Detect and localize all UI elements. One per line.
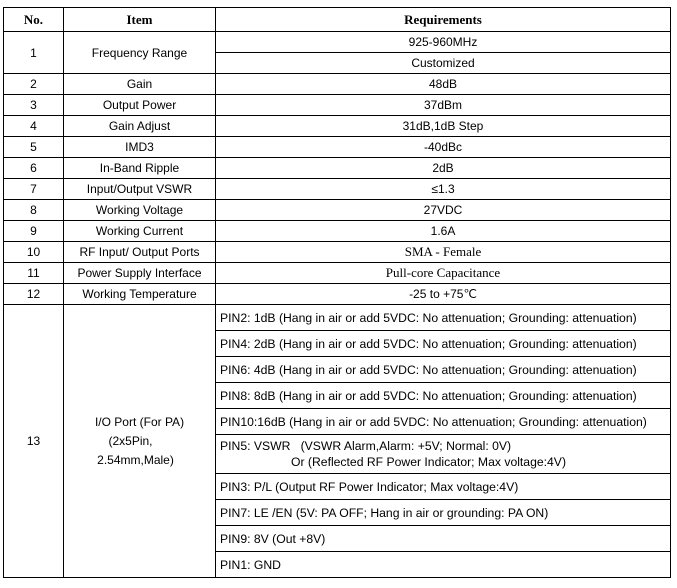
row-item: Frequency Range [64, 32, 216, 74]
pin-row: PIN10:16dB (Hang in air or add 5VDC: No attenuation; Grounding: attenuation) [216, 409, 671, 435]
table-row [4, 95, 671, 116]
io-port-line: I/O Port (For PA) [94, 414, 185, 429]
row-no: 2 [4, 74, 64, 95]
table-row [4, 137, 671, 158]
table-row [4, 263, 671, 284]
pin5-line2: Or (Reflected RF Power Indicator; Max voltage:4V) [291, 455, 566, 469]
header-row [4, 8, 671, 32]
row-req: SMA - Female [216, 242, 671, 263]
row-item: Power Supply Interface [64, 263, 216, 284]
io-port-line: (2x5Pin, [108, 433, 153, 448]
row-req: Pull-core Capacitance [216, 263, 671, 284]
pin-row: PIN2: 1dB (Hang in air or add 5VDC: No attenuation; Grounding: attenuation) [216, 305, 671, 331]
row-req: 27VDC [216, 200, 671, 221]
row-no: 3 [4, 95, 64, 116]
row-req: Customized [216, 53, 671, 74]
row-req: -40dBc [216, 137, 671, 158]
row-item: Input/Output VSWR [64, 179, 216, 200]
row-no: 12 [4, 284, 64, 305]
header-requirements: Requirements [216, 8, 671, 32]
row-req: 925-960MHz [216, 32, 671, 53]
table-row [4, 284, 671, 305]
pin-row: PIN4: 2dB (Hang in air or add 5VDC: No attenuation; Grounding: attenuation) [216, 331, 671, 357]
row-no: 13 [4, 305, 64, 578]
row-item: Gain [64, 74, 216, 95]
table-row [4, 305, 671, 331]
row-item: RF Input/ Output Ports [64, 242, 216, 263]
pin-row: PIN6: 4dB (Hang in air or add 5VDC: No attenuation; Grounding: attenuation) [216, 357, 671, 383]
io-port-item [64, 305, 216, 578]
row-req: ≤1.3 [216, 179, 671, 200]
row-no: 11 [4, 263, 64, 284]
pin-row: PIN9: 8V (Out +8V) [216, 526, 671, 552]
pin5-line1: PIN5: VSWR (VSWR Alarm,Alarm: +5V; Normal: 0V) [220, 439, 512, 453]
header-no: No. [4, 8, 64, 32]
row-item: Gain Adjust [64, 116, 216, 137]
row-item: Working Voltage [64, 200, 216, 221]
row-no: 1 [4, 32, 64, 74]
io-port-line: 2.54mm,Male) [97, 452, 174, 467]
table-row [4, 221, 671, 242]
row-req: 2dB [216, 158, 671, 179]
spec-table [3, 7, 671, 578]
pin-row [216, 435, 671, 474]
table-row [4, 32, 671, 53]
table-row [4, 242, 671, 263]
header-item: Item [64, 8, 216, 32]
row-no: 4 [4, 116, 64, 137]
pin-row: PIN8: 8dB (Hang in air or add 5VDC: No attenuation; Grounding: attenuation) [216, 383, 671, 409]
pin-row: PIN7: LE /EN (5V: PA OFF; Hang in air or grounding: PA ON) [216, 500, 671, 526]
table-row [4, 179, 671, 200]
table-row [4, 158, 671, 179]
row-req: 48dB [216, 74, 671, 95]
row-req: -25 to +75℃ [216, 284, 671, 305]
table-row [4, 200, 671, 221]
row-no: 5 [4, 137, 64, 158]
row-no: 8 [4, 200, 64, 221]
row-req: 1.6A [216, 221, 671, 242]
row-item: Working Current [64, 221, 216, 242]
row-item: IMD3 [64, 137, 216, 158]
row-item: Output Power [64, 95, 216, 116]
row-no: 6 [4, 158, 64, 179]
table-row [4, 116, 671, 137]
pin-row: PIN3: P/L (Output RF Power Indicator; Max voltage:4V) [216, 474, 671, 500]
pin-row: PIN1: GND [216, 552, 671, 578]
row-req: 31dB,1dB Step [216, 116, 671, 137]
row-item: Working Temperature [64, 284, 216, 305]
row-no: 9 [4, 221, 64, 242]
table-row [4, 74, 671, 95]
row-item: In-Band Ripple [64, 158, 216, 179]
row-no: 7 [4, 179, 64, 200]
row-no: 10 [4, 242, 64, 263]
row-req: 37dBm [216, 95, 671, 116]
